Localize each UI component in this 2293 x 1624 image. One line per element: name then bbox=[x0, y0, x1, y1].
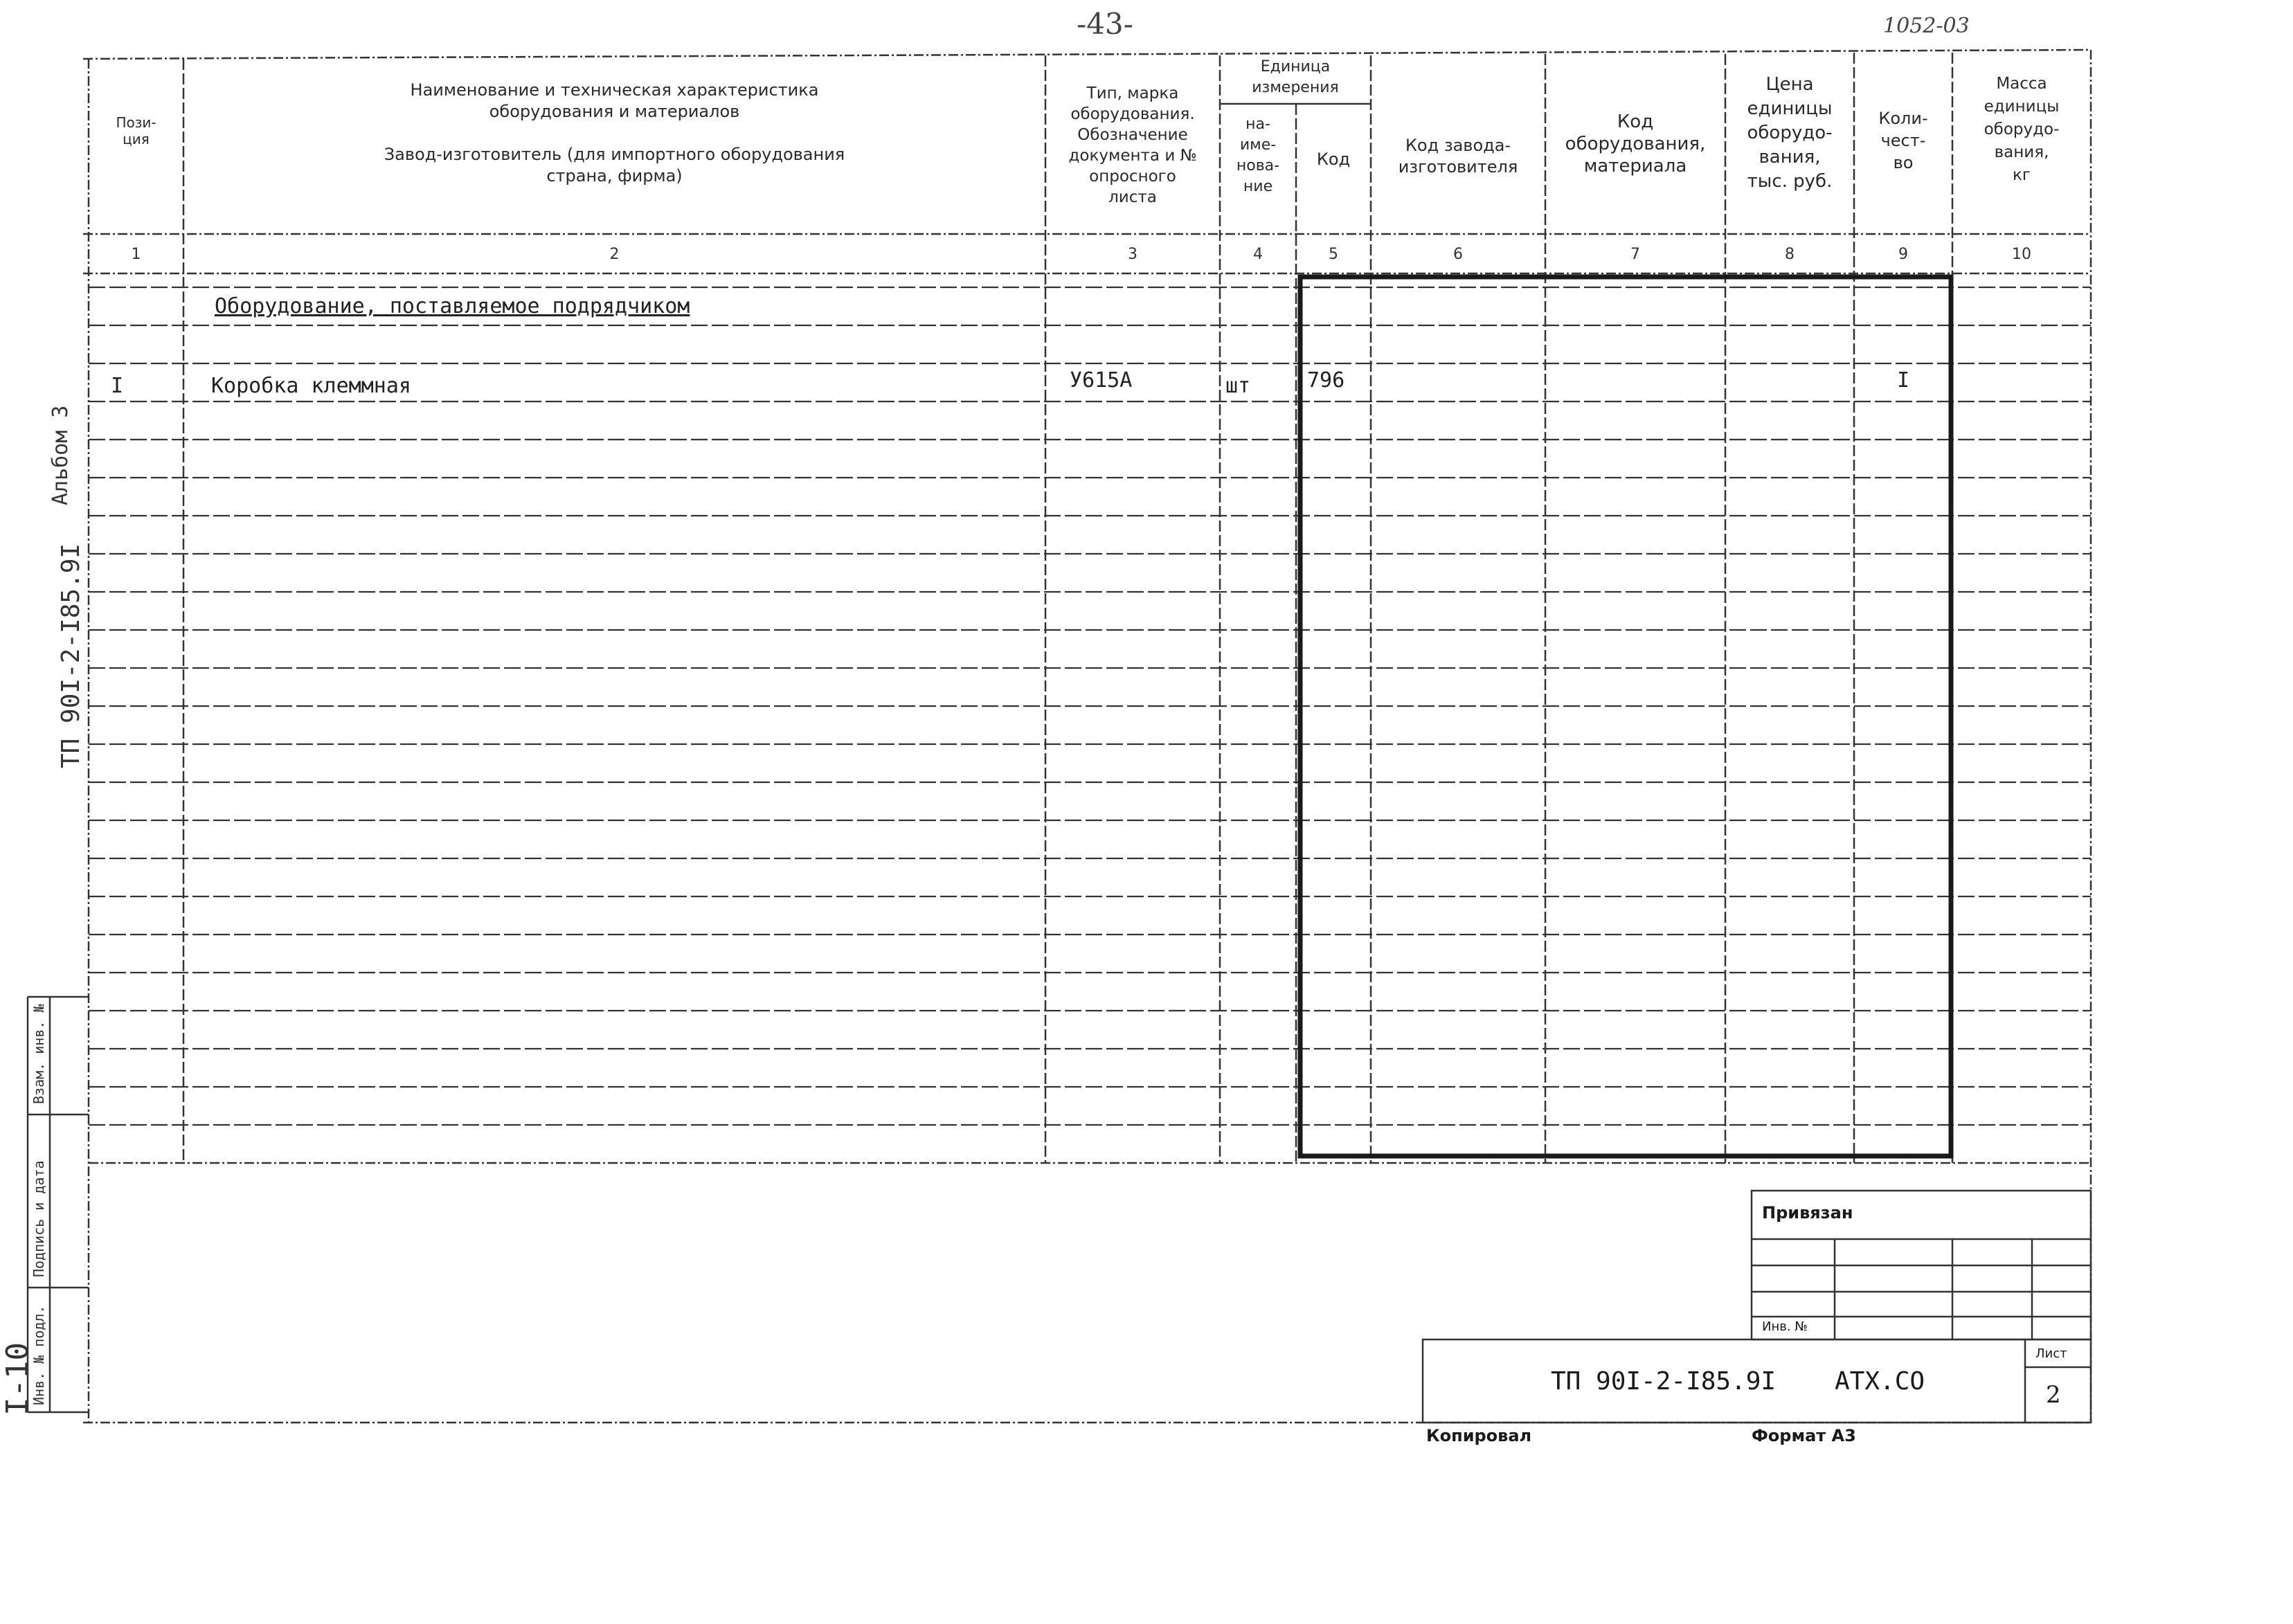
col-number: 6 bbox=[1453, 246, 1463, 263]
col-number: 3 bbox=[1128, 246, 1137, 263]
row-code: 796 bbox=[1307, 368, 1345, 393]
header-quantity: Коли- чест- во bbox=[1878, 109, 1928, 172]
stamp-inv-original: Инв. № подл. bbox=[30, 1305, 47, 1405]
header-name: Наименование и техническая характеристика оборудования и материалов Завод-изготовитель (для импортного оборудования страна, фирма) bbox=[384, 80, 845, 186]
stamp-signature-date: Подпись и дата bbox=[30, 1160, 47, 1277]
header-factory-code: Код завода- изготовителя bbox=[1398, 136, 1518, 177]
col-number: 1 bbox=[131, 246, 141, 263]
header-position: Пози- ция bbox=[116, 114, 156, 147]
header-mass: Масса единицы оборудо- вания, кг bbox=[1984, 75, 2060, 184]
page-number: -43- bbox=[1077, 7, 1133, 41]
bound-label: Привязан bbox=[1762, 1203, 1853, 1222]
sheet-label: Лист bbox=[2035, 1346, 2067, 1361]
sheet-index: I-10 bbox=[0, 1342, 35, 1416]
doc-number: ТП 90I-2-I85.9I bbox=[1551, 1367, 1777, 1396]
header-price: Цена единицы оборудо- вания, тыс. руб. bbox=[1747, 74, 1833, 192]
header-equipment-code: Код оборудования, материала bbox=[1565, 111, 1706, 177]
col-number: 8 bbox=[1785, 246, 1795, 263]
row-type: У615А bbox=[1070, 368, 1133, 393]
col-number: 5 bbox=[1329, 246, 1338, 263]
row-name: Коробка клеммная bbox=[211, 374, 411, 398]
col-number: 7 bbox=[1630, 246, 1640, 263]
doc-code: 1052-03 bbox=[1883, 14, 1970, 38]
col-number: 4 bbox=[1253, 246, 1263, 263]
stamp-replace-inv: Взам. инв. № bbox=[30, 1004, 47, 1104]
inv-label: Инв. № bbox=[1762, 1319, 1808, 1334]
col-number: 9 bbox=[1898, 246, 1908, 263]
header-unit-code: Код bbox=[1316, 150, 1351, 169]
header-unit-name: на- име- нова- ние bbox=[1236, 116, 1280, 195]
format-label: Формат А3 bbox=[1752, 1426, 1856, 1445]
header-type: Тип, марка оборудования. Обозначение документа и № опросного листа bbox=[1068, 84, 1197, 206]
col-number: 10 bbox=[2012, 246, 2031, 263]
copied-label: Копировал bbox=[1426, 1426, 1532, 1445]
doc-mark: АТХ.СО bbox=[1835, 1367, 1925, 1396]
album-label: Альбом 3 bbox=[48, 405, 73, 505]
row-quantity: I bbox=[1897, 368, 1910, 393]
header-unit: Единица измерения bbox=[1252, 58, 1339, 96]
section-title: Оборудование, поставляемое подрядчиком bbox=[215, 294, 690, 318]
row-unit: шт bbox=[1225, 374, 1251, 398]
sheet-number: 2 bbox=[2046, 1381, 2061, 1409]
col-number: 2 bbox=[609, 246, 620, 263]
row-position: I bbox=[111, 374, 124, 398]
project-code-margin: ТП 90I-2-I85.9I bbox=[57, 543, 85, 768]
